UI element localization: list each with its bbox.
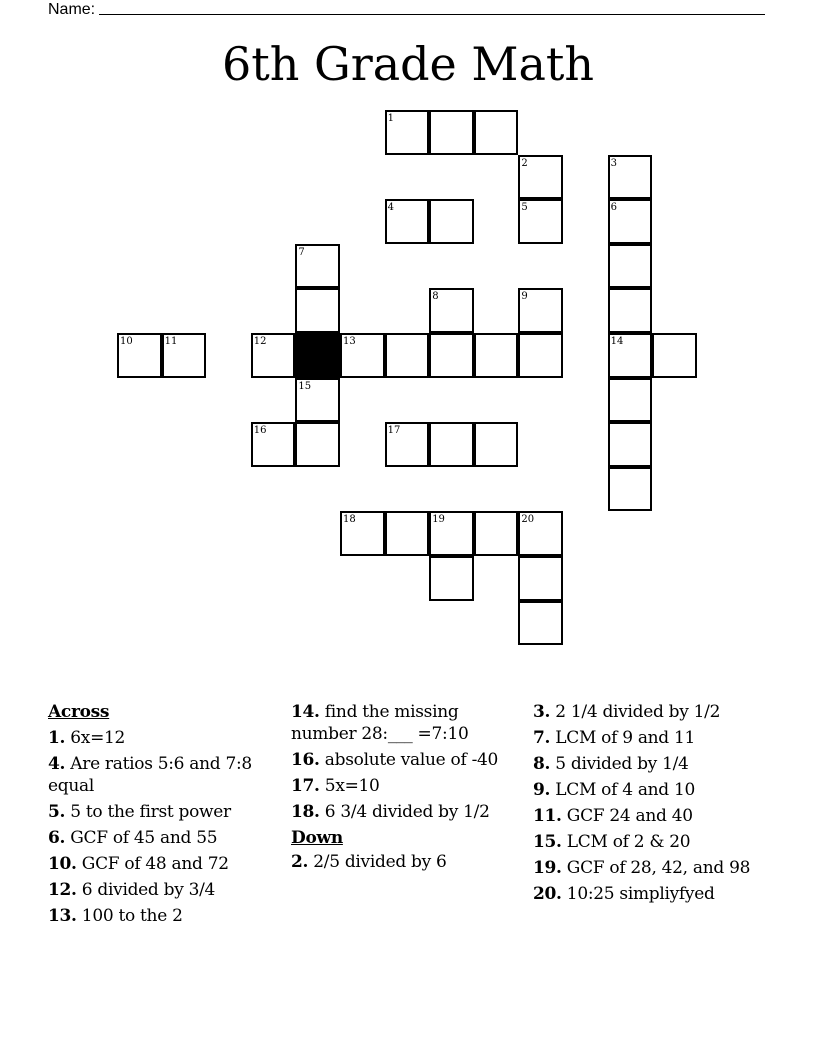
clue-number: 16. xyxy=(291,750,320,770)
crossword-cell[interactable] xyxy=(429,556,474,601)
crossword-cell[interactable] xyxy=(518,199,563,244)
crossword-cell[interactable] xyxy=(474,422,519,467)
clue-number: 13 xyxy=(343,336,356,347)
crossword-cell[interactable] xyxy=(429,422,474,467)
name-field[interactable] xyxy=(48,0,765,20)
crossword-cell[interactable] xyxy=(518,511,563,556)
clue-text: 5x=10 xyxy=(324,776,380,796)
crossword-cell[interactable] xyxy=(429,511,474,556)
clue-number: 15. xyxy=(533,832,562,852)
clues-column-1 xyxy=(48,701,288,931)
crossword-cell[interactable] xyxy=(652,333,697,378)
crossword-cell[interactable] xyxy=(251,333,296,378)
clue-item xyxy=(291,775,513,797)
clue-item xyxy=(48,827,288,849)
clue-number: 14. xyxy=(291,702,320,722)
clue-number: 11 xyxy=(164,336,178,347)
clue-number: 2. xyxy=(291,852,309,872)
clue-text: 10:25 simpliyfyed xyxy=(566,884,715,904)
clue-number: 1 xyxy=(387,113,394,124)
crossword-cell[interactable] xyxy=(295,288,340,333)
clue-number: 17 xyxy=(387,425,401,437)
clue-number: 2 xyxy=(521,157,528,169)
clue-number: 5. xyxy=(48,802,66,822)
clue-text: Are ratios 5:6 and 7:8 equal xyxy=(48,754,252,796)
clue-text: GCF of 48 and 72 xyxy=(81,854,229,874)
crossword-cell[interactable] xyxy=(385,422,430,467)
clue-item xyxy=(533,805,763,827)
clues-column-2 xyxy=(291,701,513,877)
crossword-cell[interactable] xyxy=(295,422,340,467)
clue-number: 4 xyxy=(387,202,394,214)
clue-number: 6. xyxy=(48,828,66,848)
clue-text: 2 1/4 divided by 1/2 xyxy=(555,702,721,722)
clue-number: 9 xyxy=(521,291,528,303)
clue-item xyxy=(533,857,763,879)
clue-text: GCF 24 and 40 xyxy=(566,806,693,826)
crossword-cell[interactable] xyxy=(608,288,653,333)
clue-number: 9. xyxy=(533,780,551,800)
clue-item xyxy=(533,701,763,723)
crossword-cell[interactable] xyxy=(429,333,474,378)
crossword-cell[interactable] xyxy=(385,110,430,155)
clue-number: 14 xyxy=(610,336,624,347)
crossword-cell[interactable] xyxy=(608,333,653,378)
clue-item xyxy=(48,753,288,797)
clue-text: absolute value of -40 xyxy=(324,750,499,770)
crossword-cell[interactable] xyxy=(608,155,653,200)
clue-number: 13. xyxy=(48,906,77,926)
clue-number: 6 xyxy=(610,202,617,214)
clue-item xyxy=(291,701,513,745)
clue-text: 5 to the first power xyxy=(70,802,231,822)
crossword-cell[interactable] xyxy=(295,378,340,423)
clue-number: 5 xyxy=(521,202,528,214)
clue-number: 12. xyxy=(48,880,77,900)
crossword-cell[interactable] xyxy=(385,199,430,244)
clue-number: 8 xyxy=(432,291,439,303)
crossword-cell[interactable] xyxy=(608,244,653,289)
clue-item xyxy=(533,779,763,801)
clue-text: GCF of 28, 42, and 98 xyxy=(566,858,751,878)
crossword-cell[interactable] xyxy=(474,333,519,378)
clue-text: LCM of 9 and 11 xyxy=(555,728,696,748)
clue-item xyxy=(48,853,288,875)
clue-text: 6 divided by 3/4 xyxy=(81,880,216,900)
clue-number: 17. xyxy=(291,776,320,796)
clue-number: 3 xyxy=(610,157,617,169)
clue-number: 15 xyxy=(298,380,312,392)
clue-number: 12 xyxy=(253,336,267,347)
clue-number: 18 xyxy=(343,514,356,526)
clue-number: 11. xyxy=(533,806,562,826)
clue-text: 5 divided by 1/4 xyxy=(555,754,689,774)
crossword-cell[interactable] xyxy=(518,288,563,333)
clue-number: 18. xyxy=(291,802,320,822)
clue-item xyxy=(48,801,288,823)
black-cell xyxy=(295,333,340,378)
clue-text: 6 3/4 divided by 1/2 xyxy=(324,802,490,822)
clue-item xyxy=(291,851,513,873)
clue-text: LCM of 4 and 10 xyxy=(555,780,696,800)
down-heading: Down xyxy=(291,828,343,848)
clue-item xyxy=(533,753,763,775)
crossword-cell[interactable] xyxy=(251,422,296,467)
crossword-cell[interactable] xyxy=(474,110,519,155)
clue-number: 20. xyxy=(533,884,562,904)
clue-item xyxy=(291,749,513,771)
crossword-cell[interactable] xyxy=(608,422,653,467)
clue-text: find the missing number 28:___ =7:10 xyxy=(291,702,469,744)
clue-number: 10 xyxy=(120,336,133,347)
crossword-cell[interactable] xyxy=(340,511,385,556)
crossword-cell[interactable] xyxy=(429,288,474,333)
crossword-cell[interactable] xyxy=(295,244,340,289)
clue-number: 7 xyxy=(298,246,305,258)
crossword-cell[interactable] xyxy=(518,333,563,378)
clues-column-3 xyxy=(533,701,763,909)
clue-number: 16 xyxy=(253,425,267,437)
clue-item xyxy=(291,801,513,823)
crossword-cell[interactable] xyxy=(518,556,563,601)
clue-number: 8. xyxy=(533,754,551,774)
crossword-cell[interactable] xyxy=(608,467,653,512)
name-underline xyxy=(99,0,765,15)
clue-number: 1. xyxy=(48,728,66,748)
crossword-cell[interactable] xyxy=(608,199,653,244)
clue-text: 2/5 divided by 6 xyxy=(313,852,447,872)
crossword-cell[interactable] xyxy=(340,333,385,378)
crossword-cell[interactable] xyxy=(385,333,430,378)
clue-item xyxy=(48,905,288,927)
crossword-cell[interactable] xyxy=(117,333,162,378)
clue-number: 19. xyxy=(533,858,562,878)
crossword-cell[interactable] xyxy=(429,199,474,244)
clue-text: 100 to the 2 xyxy=(81,906,183,926)
clue-text: 6x=12 xyxy=(70,728,126,748)
clue-number: 3. xyxy=(533,702,551,722)
across-heading: Across xyxy=(48,702,110,722)
clue-number: 10. xyxy=(48,854,77,874)
clue-item xyxy=(533,883,763,905)
crossword-cell[interactable] xyxy=(518,601,563,646)
crossword-cell[interactable] xyxy=(474,511,519,556)
clue-number: 4. xyxy=(48,754,66,774)
clue-item xyxy=(48,879,288,901)
clue-text: LCM of 2 & 20 xyxy=(566,832,691,852)
clue-item xyxy=(48,727,288,749)
clue-number: 20 xyxy=(521,514,535,526)
clue-text: GCF of 45 and 55 xyxy=(70,828,218,848)
clue-item xyxy=(533,831,763,853)
crossword-cell[interactable] xyxy=(385,511,430,556)
name-label: Name: xyxy=(48,1,96,18)
crossword-cell[interactable] xyxy=(608,378,653,423)
clue-item xyxy=(533,727,763,749)
clue-number: 7. xyxy=(533,728,551,748)
page-title: 6th Grade Math xyxy=(221,37,595,91)
crossword-cell[interactable] xyxy=(518,155,563,200)
crossword-cell[interactable] xyxy=(429,110,474,155)
crossword-cell[interactable] xyxy=(162,333,207,378)
clue-number: 19 xyxy=(432,514,445,526)
